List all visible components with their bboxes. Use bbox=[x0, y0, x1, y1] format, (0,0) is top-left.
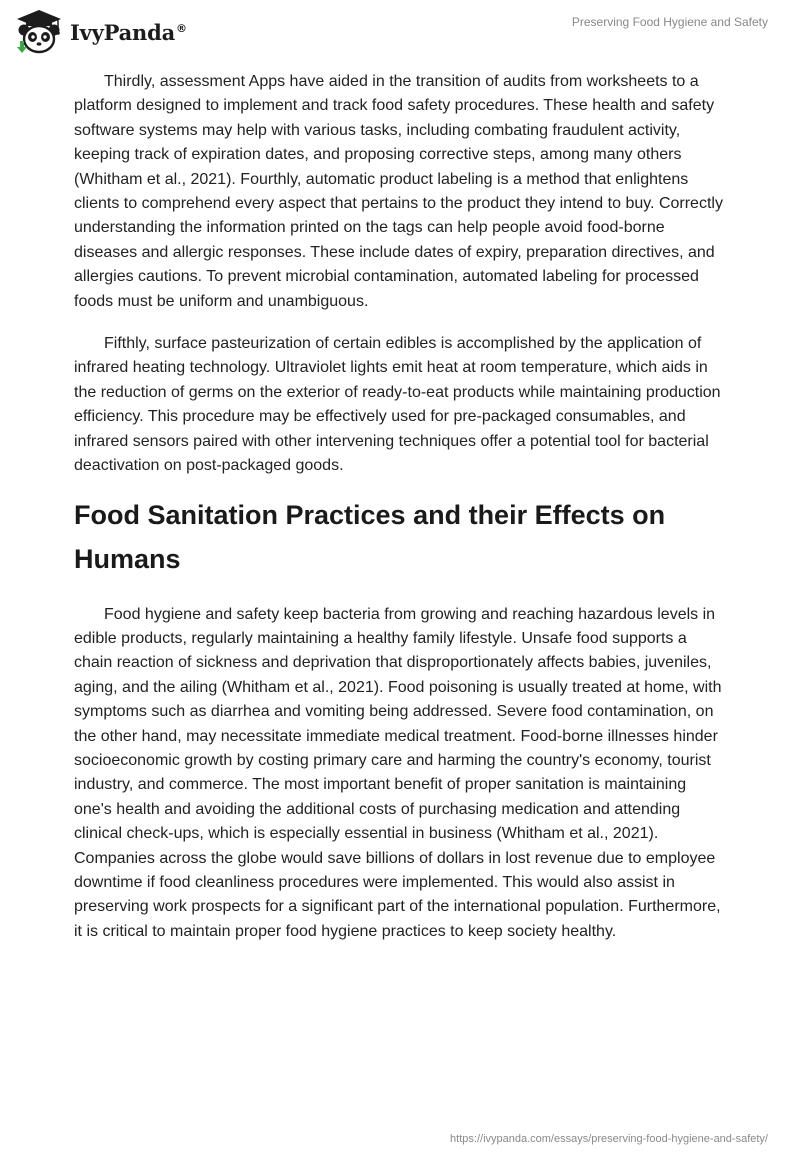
source-url[interactable]: https://ivypanda.com/essays/preserving-food-hygiene-and-safety/ bbox=[450, 1133, 768, 1145]
brand-logo[interactable] bbox=[14, 8, 187, 56]
brand-registered-mark: ® bbox=[176, 21, 187, 35]
paragraph-spacer bbox=[74, 314, 726, 332]
paragraph-fifthly: Fifthly, surface pasteurization of certain edibles is accomplished by the application of infrared heating technology. Ultraviolet lights emit heat at room temperature, which aids in the reduction of germs on the exterior of ready-to-eat products while maintaining production efficiency. This procedure may be effectively used for pre-packaged consumables, and infrared sensors paired with other intervening techniques offer a potential tool for bacterial deactivation on post-packaged goods. bbox=[74, 335, 721, 475]
paragraph-food-hygiene: Food hygiene and safety keep bacteria from growing and reaching hazardous levels in edible products, regularly maintaining a healthy family lifestyle. Unsafe food supports a chain reaction of sickness and deprivation that disproportionately affects babies, juveniles, aging, and the ailing (Whitham et al., 2021). Food poisoning is usually treated at home, with symptoms such as diarrhea and vomiting being addressed. Severe food contamination, on the other hand, may necessitate immediate medical treatment. Food-borne illnesses hinder socioeconomic growth by costing primary care and harming the country's economy, tourist industry, and commerce. The most important benefit of proper sanitation is maintaining one's health and avoiding the additional costs of purchasing medication and attending clinical check-ups, which is especially essential in business (Whitham et al., 2021). Companies across the globe would save billions of dollars in lost revenue due to employee downtime if food cleanliness procedures were implemented. This would also assist in preserving work prospects for a significant part of the international population. Furthermore, it is critical to maintain proper food hygiene practices to keep society healthy. bbox=[74, 605, 722, 940]
page-header bbox=[0, 0, 800, 60]
section-heading: Food Sanitation Practices and their Effects on Humans bbox=[74, 499, 666, 574]
paragraph-thirdly: Thirdly, assessment Apps have aided in the transition of audits from worksheets to a platform designed to implement and track food safety procedures. These health and safety software systems may help with various tasks, including combating fraudulent activity, keeping track of expiration dates, and proposing corrective steps, among many others (Whitham et al., 2021). Fourthly, automatic product labeling is a method that enlightens clients to comprehend every aspect that pertains to the product they intend to buy. Correctly understanding the information printed on the tags can help people avoid food-borne diseases and allergic responses. These include dates of expiry, preparation directives, and allergies cautions. To prevent microbial contamination, automated labeling for processed foods must be uniform and unambiguous. bbox=[74, 73, 723, 310]
essay-body bbox=[74, 70, 726, 944]
panda-graduate-icon bbox=[14, 8, 64, 56]
document-title: Preserving Food Hygiene and Safety bbox=[571, 15, 768, 29]
brand-name: IvyPanda® bbox=[70, 19, 187, 45]
